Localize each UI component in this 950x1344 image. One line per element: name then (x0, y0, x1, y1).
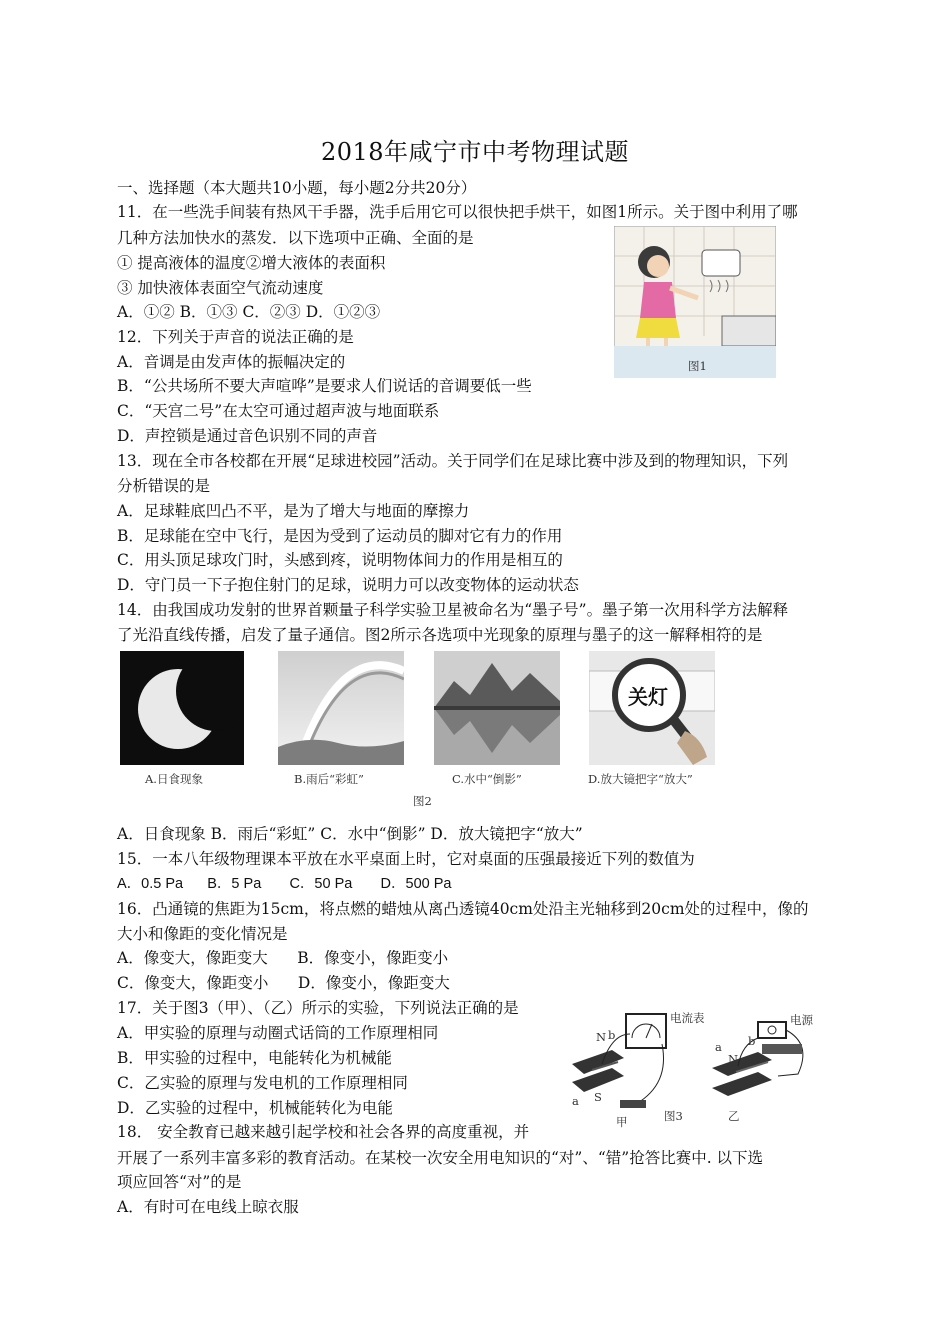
figure-2a-solar-eclipse (120, 651, 244, 765)
page-title: 2018年咸宁市中考物理试题 (320, 138, 630, 166)
q13-option-d: D．守门员一下子抱住射门的足球，说明力可以改变物体的运动状态 (117, 576, 579, 594)
q16-stem-line2: 大小和像距的变化情况是 (117, 925, 288, 943)
q17-stem: 17．关于图3（甲）、（乙）所示的实验，下列说法正确的是 (117, 999, 519, 1017)
power-source-label: 电源 (790, 1013, 813, 1027)
q12-option-d: D．声控锁是通过音色识别不同的声音 (117, 427, 378, 445)
figure-2b-rainbow (278, 651, 404, 765)
q14-stem-line2: 了光沿直线传播，启发了量子通信。图2所示各选项中光现象的原理与墨子的这一解释相符的是 (117, 626, 763, 644)
q12-stem: 12．下列关于声音的说法正确的是 (117, 328, 354, 346)
q14-stem-line1: 14．由我国成功发射的世界首颗量子科学实验卫星被命名为“墨子号”。墨子第一次用科学方法解释 (117, 601, 789, 619)
figure-2d-magnifier (589, 651, 715, 765)
q12-option-a: A．音调是由发声体的振幅决定的 (117, 353, 346, 371)
wire-b-label-jia: b (608, 1028, 616, 1042)
q12-option-c: C．“天宫二号”在太空可通过超声波与地面联系 (117, 402, 440, 420)
q17-option-b: B．甲实验的过程中，电能转化为机械能 (117, 1049, 392, 1067)
q18-stem-line1: 18． 安全教育已越来越引起学校和社会各界的高度重视，并 (117, 1123, 530, 1141)
figure-2c-caption: C.水中“倒影” (452, 772, 522, 786)
q11-option-line2: ③ 加快液体表面空气流动速度 (117, 279, 324, 297)
q11-option-line1: ① 提高液体的温度②增大液体的表面积 (117, 254, 386, 272)
figure-2d-caption: D.放大镜把字“放大” (588, 772, 693, 786)
q16-stem-line1: 16．凸通镜的焦距为15cm，将点燃的蜡烛从离凸透镜40cm处沿主光轴移到20cm处的过程中，像的 (117, 900, 809, 918)
section-heading: 一、选择题（本大题共10小题，每小题2分共20分） (117, 179, 477, 197)
q13-option-a: A．足球鞋底凹凸不平，是为了增大与地面的摩擦力 (117, 502, 470, 520)
figure-1-caption: 图1 (688, 359, 707, 373)
figure-2b-caption: B.雨后“彩虹” (294, 772, 364, 786)
q18-option-a: A．有时可在电线上晾衣服 (117, 1198, 299, 1216)
figure-2a-caption: A.日食现象 (145, 772, 203, 786)
q15-choices: A．0.5 Pa B．5 Pa C．50 Pa D．500 Pa (117, 876, 452, 892)
figure-2-caption: 图2 (413, 794, 432, 808)
q16-options-ab: A．像变大，像距变大 B．像变小，像距变小 (117, 949, 449, 967)
q17-option-d: D．乙实验的过程中，机械能转化为电能 (117, 1099, 393, 1117)
q15-stem: 15．一本八年级物理课本平放在水平桌面上时，它对桌面的压强最接近下列的数值为 (117, 850, 695, 868)
figure-3-caption: 图3 (664, 1109, 683, 1123)
magnet-n-label-jia: N (596, 1030, 607, 1044)
magnet-s-label-jia: S (594, 1090, 602, 1104)
q12-option-b: B．“公共场所不要大声喧哗”是要求人们说话的音调要低一些 (117, 377, 532, 395)
q13-stem-line2: 分析错误的是 (117, 477, 211, 495)
figure-1-hand-dryer (614, 226, 776, 378)
ammeter-label: 电流表 (670, 1011, 705, 1025)
figure-2c-water-reflection (434, 651, 560, 765)
magnifier-text: 关灯 (628, 685, 668, 709)
figure-3-jia-label: 甲 (616, 1115, 628, 1129)
wire-a-label-jia: a (572, 1094, 579, 1108)
figure-3-electromagnetism (562, 1004, 830, 1128)
q14-choices: A．日食现象 B．雨后“彩虹” C．水中“倒影” D．放大镜把字“放大” (117, 825, 583, 843)
q18-stem-line2: 开展了一系列丰富多彩的教育活动。在某校一次安全用电知识的“对”、“错”抢答比赛中. 以下选 (117, 1149, 764, 1167)
q17-option-a: A．甲实验的原理与动圈式话筒的工作原理相同 (117, 1024, 439, 1042)
q13-stem-line1: 13．现在全市各校都在开展“足球进校园”活动。关于同学们在足球比赛中涉及到的物理知识，下列 (117, 452, 789, 470)
wire-b-label-yi: b (748, 1034, 756, 1048)
figure-3-yi-label: 乙 (728, 1109, 740, 1123)
q17-option-c: C．乙实验的原理与发电机的工作原理相同 (117, 1074, 408, 1092)
q11-stem-line2: 几种方法加快水的蒸发．以下选项中正确、全面的是 (117, 229, 474, 247)
magnet-n-label-yi: N (728, 1052, 739, 1066)
wire-a-label-yi: a (715, 1040, 722, 1054)
q18-stem-line3: 项应回答“对”的是 (117, 1173, 242, 1191)
q11-stem-line1: 11．在一些洗手间装有热风干手器，洗手后用它可以很快把手烘干，如图1所示。关于图中利用了哪 (117, 203, 798, 221)
q16-options-cd: C．像变大，像距变小 D．像变小，像距变大 (117, 974, 450, 992)
q13-option-c: C．用头顶足球攻门时，头感到疼，说明物体间力的作用是相互的 (117, 551, 563, 569)
q13-option-b: B．足球能在空中飞行，是因为受到了运动员的脚对它有力的作用 (117, 527, 563, 545)
q11-choices: A．①② B．①③ C．②③ D．①②③ (117, 303, 381, 321)
